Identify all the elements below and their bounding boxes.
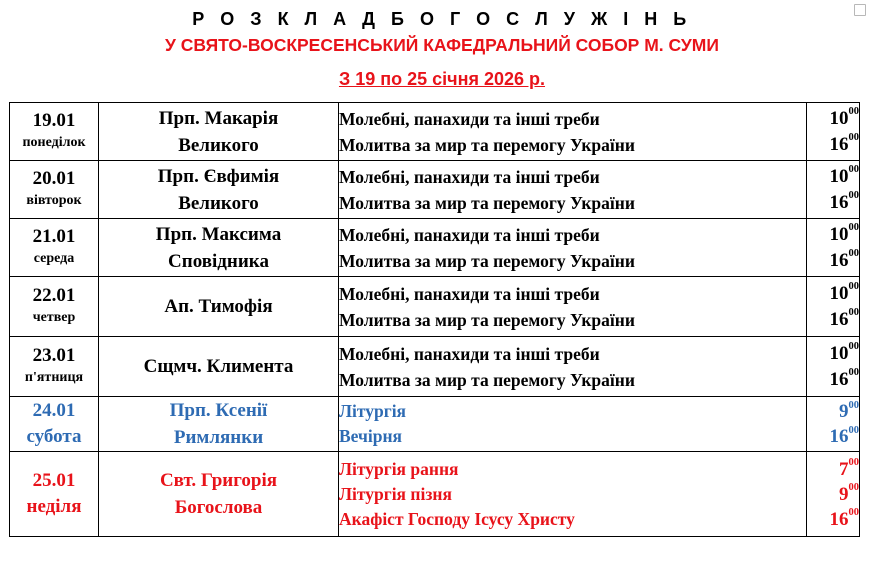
date-number: 25.01 [32,470,76,491]
service-time: $16^{00}$ [829,248,859,271]
saint-cell [99,397,339,452]
times-cell [807,277,860,337]
saint-cell [99,337,339,397]
saint-cell [99,452,339,537]
page-subtitle: У СВЯТО-ВОСКРЕСЕНСЬКИЙ КАФЕДРАЛЬНИЙ СОБОР М. СУМИ [165,35,719,55]
times-cell [807,452,860,537]
weekday: четвер [32,309,76,325]
date-number: 24.01 [32,400,76,421]
times-cell [807,219,860,277]
saint-cell [99,161,339,219]
times-cell [807,337,860,397]
saint-name-cont: Римлянки [173,427,264,448]
table-row [10,277,860,337]
table-row [10,397,860,452]
date-number: 23.01 [32,344,76,366]
page-header [0,8,872,90]
saint-name-cont: Великого [178,134,259,156]
saint-name: Прп. Євфимія [157,165,280,187]
service-item: Молебні, панахиди та інші треби [339,166,600,187]
service-item: Літургія пізня [339,483,452,504]
schedule-table [9,102,860,537]
services-cell [339,219,807,277]
service-time: $10^{00}$ [829,106,859,129]
saint-cell [99,277,339,337]
weekday: вівторок [26,192,82,208]
saint-name-cont: Великого [178,192,259,214]
saint-name: Прп. Макарія [158,107,279,129]
date-cell [10,103,99,161]
service-time: $10^{00}$ [829,222,859,245]
saint-name: Ап. Тимофія [164,296,273,317]
weekday: середа [33,250,75,266]
service-time: $10^{00}$ [829,164,859,187]
table-row [10,103,860,161]
times-cell [807,161,860,219]
date-number: 22.01 [32,284,76,306]
date-number: 21.01 [32,225,76,247]
service-item: Молитва за мир та перемогу України [339,134,635,155]
service-time: $16^{00}$ [829,307,859,330]
services-cell [339,103,807,161]
service-time: $10^{00}$ [829,281,859,304]
service-item: Вечірня [339,426,403,446]
saint-name: Свт. Григорія [159,470,278,491]
service-time: $16^{00}$ [829,190,859,213]
date-cell [10,337,99,397]
table-row [10,161,860,219]
table-row [10,337,860,397]
service-time: $9^{00}$ [839,399,859,422]
date-range: З 19 по 25 січня 2026 р. [338,69,546,89]
times-cell [807,397,860,452]
date-cell [10,277,99,337]
service-item: Молитва за мир та перемогу України [339,250,635,271]
weekday: неділя [26,496,82,517]
times-cell [807,103,860,161]
date-number: 19.01 [32,109,76,131]
service-item: Молебні, панахиди та інші треби [339,343,600,364]
services-cell [339,337,807,397]
service-time: $16^{00}$ [829,424,859,447]
saint-name-cont: Сповідника [168,250,269,272]
services-cell [339,452,807,537]
service-time: $16^{00}$ [829,507,859,530]
service-item: Літургія рання [339,458,459,479]
service-item: Молебні, панахиди та інші треби [339,283,600,304]
date-cell [10,161,99,219]
table-row [10,452,860,537]
service-time: $16^{00}$ [829,367,859,390]
service-item: Молебні, панахиди та інші треби [339,108,600,129]
weekday: понеділок [22,134,86,150]
table-row [10,219,860,277]
saint-name: Прп. Ксенії [169,400,268,421]
saint-name-cont: Богослова [174,497,263,518]
service-item: Молебні, панахиди та інші треби [339,224,600,245]
service-time: $16^{00}$ [829,132,859,155]
services-cell [339,161,807,219]
page-title: Р О З К Л А Д Б О Г О С Л У Ж І Н Ь [192,9,692,29]
date-cell [10,219,99,277]
date-cell [10,452,99,537]
service-time: $10^{00}$ [829,341,859,364]
service-item: Молитва за мир та перемогу України [339,192,635,213]
service-item: Літургія [339,401,407,421]
weekday: субота [26,426,82,447]
service-item: Молитва за мир та перемогу України [339,369,635,390]
date-cell [10,397,99,452]
service-item: Акафіст Господу Ісусу Христу [339,508,575,529]
saint-name: Прп. Максима [155,223,282,245]
saint-name: Сщмч. Климента [143,356,294,377]
service-time: $7^{00}$ [839,457,859,480]
saint-cell [99,103,339,161]
service-item: Молитва за мир та перемогу України [339,309,635,330]
services-cell [339,277,807,337]
services-cell [339,397,807,452]
date-number: 20.01 [32,167,76,189]
weekday: п'ятниця [24,369,84,385]
saint-cell [99,219,339,277]
service-time: $9^{00}$ [839,482,859,505]
